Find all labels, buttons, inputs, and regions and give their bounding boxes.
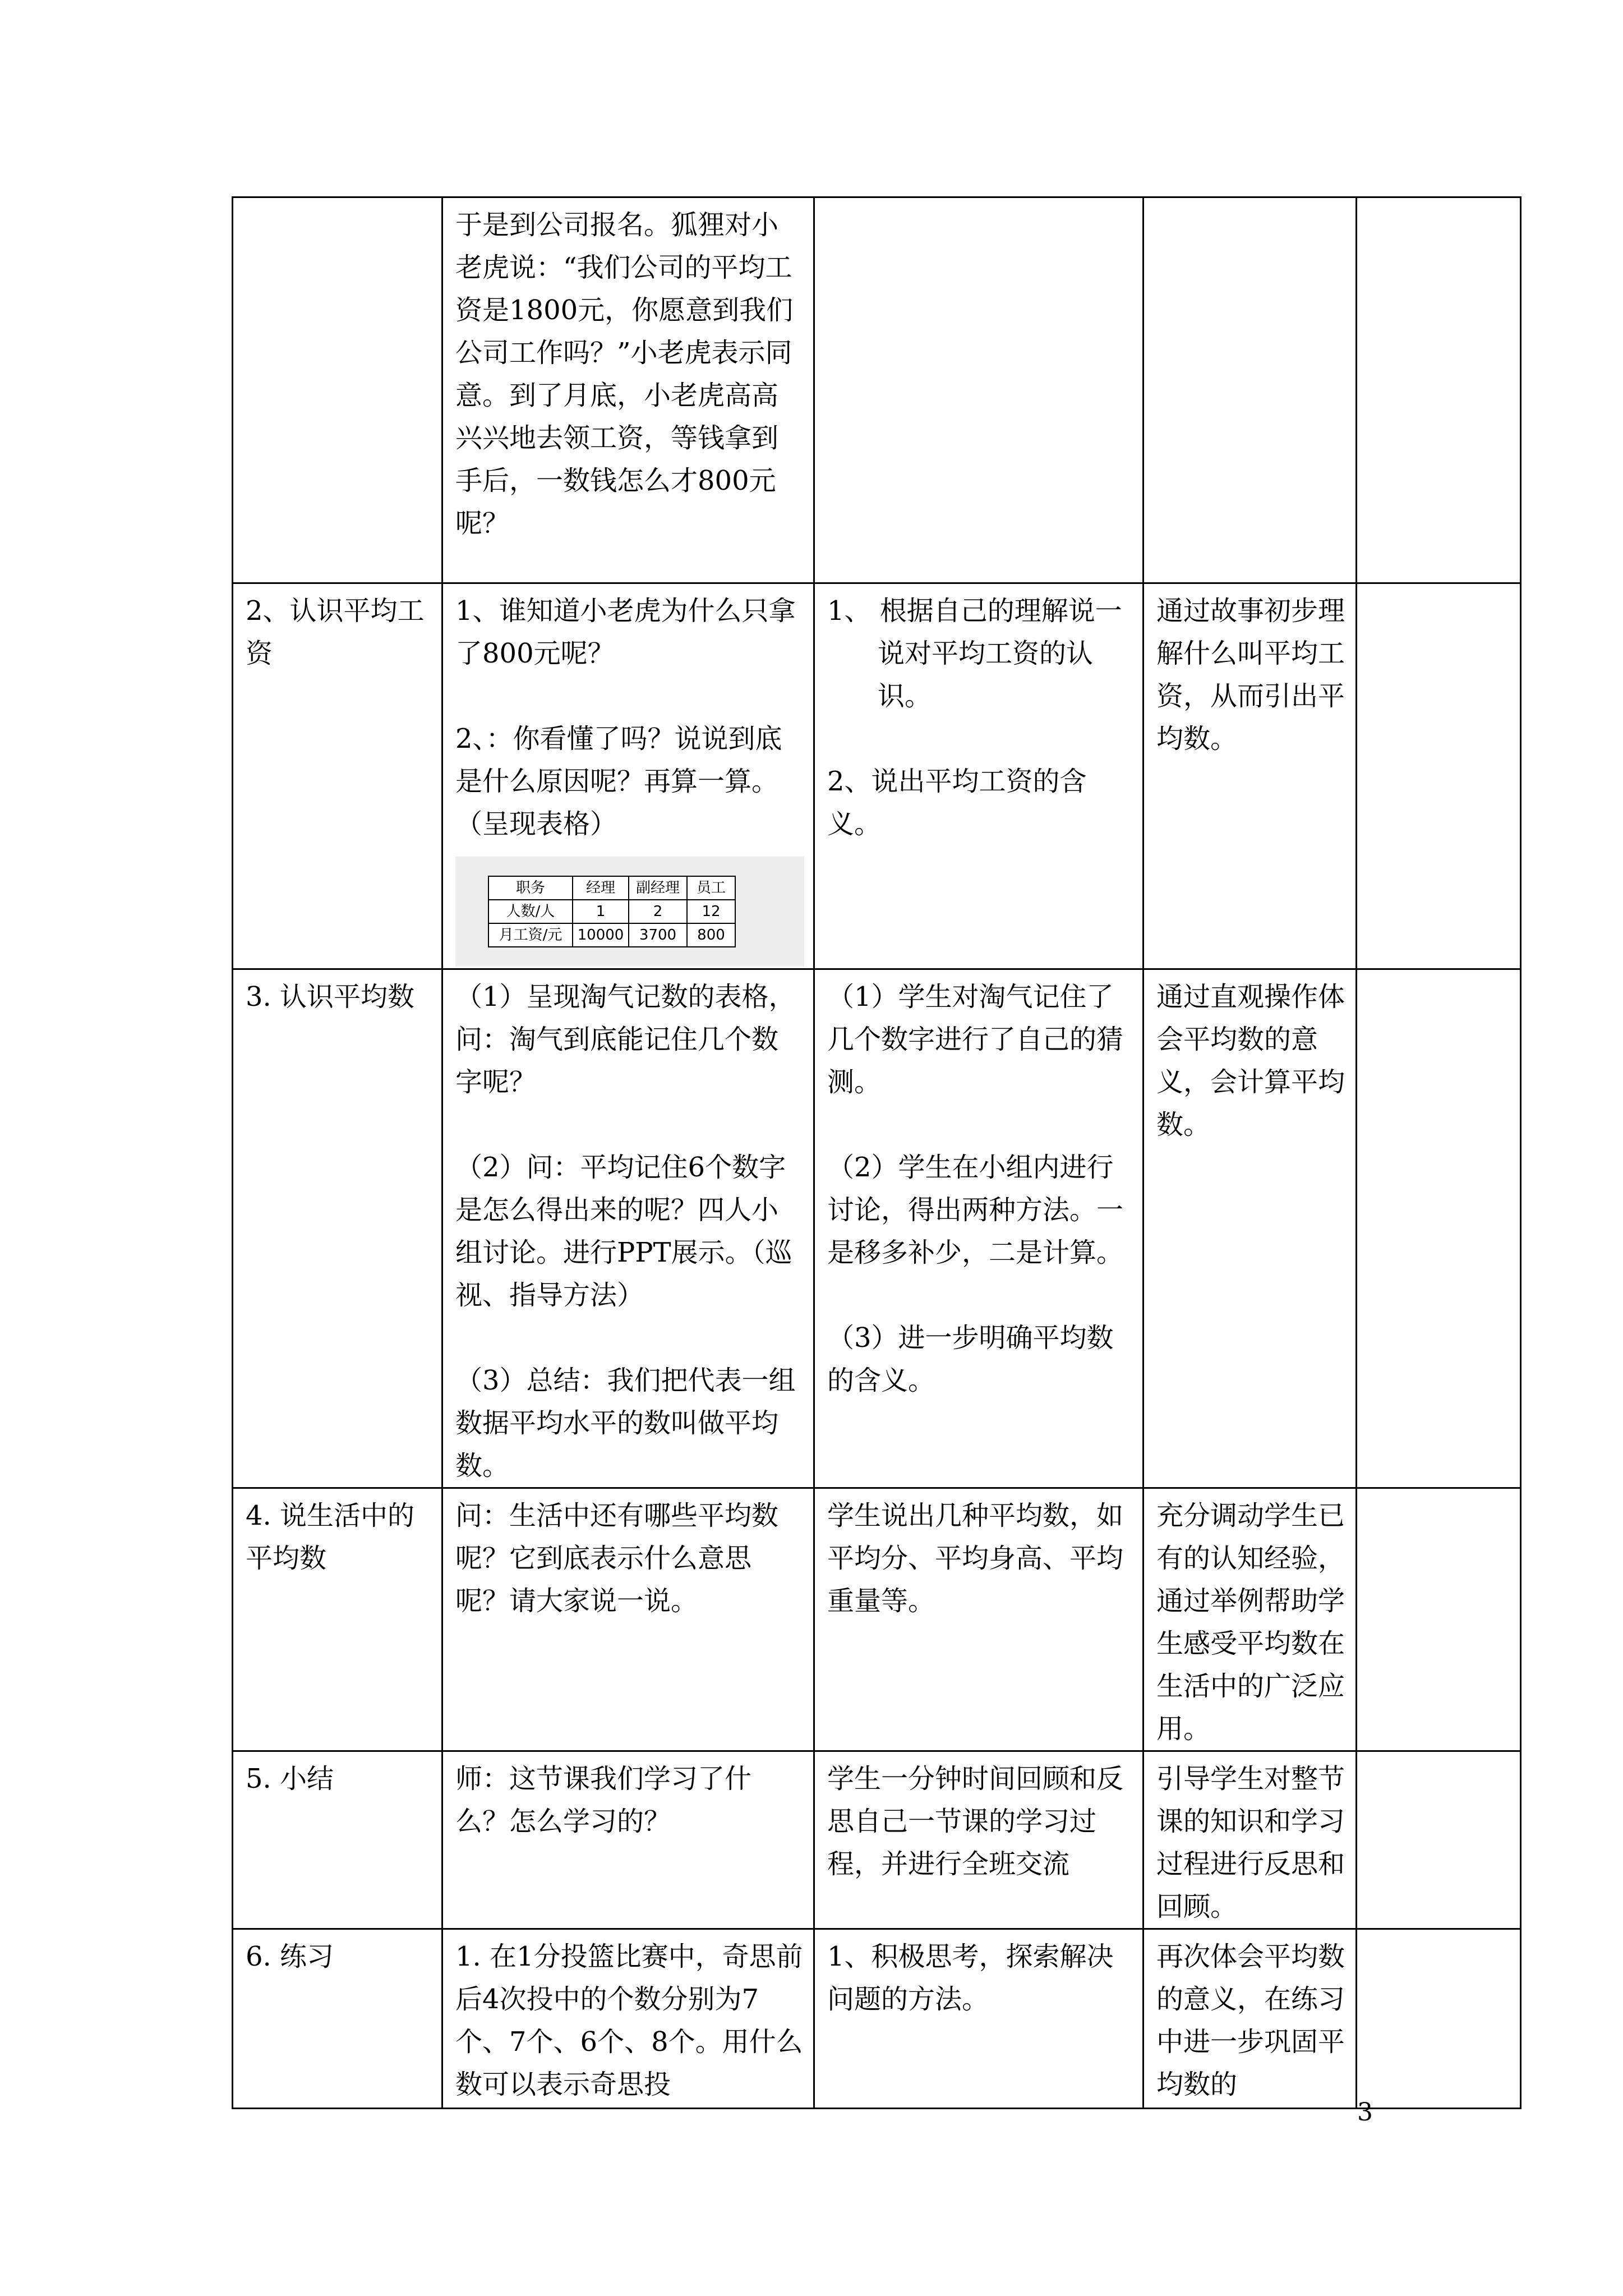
- teacher-activity-cell: [442, 1929, 814, 2109]
- salary-table-image: [455, 857, 804, 967]
- salary-cell: 人数/人: [488, 900, 573, 923]
- student-activity-cell: [814, 969, 1144, 1488]
- salary-table-header-row: [488, 876, 735, 900]
- design-intent-cell: [1144, 197, 1357, 583]
- teacher-activity-cell: [442, 583, 814, 969]
- student-activity-cell: [814, 197, 1144, 583]
- salary-table-row: [488, 900, 735, 923]
- student-paragraph: 1、 根据自己的理解说一说对平均工资的认识。: [827, 595, 1122, 712]
- stage-cell: 5. 小结: [233, 1751, 442, 1929]
- student-activity-cell: [814, 1488, 1144, 1751]
- notes-cell: [1357, 1488, 1521, 1751]
- lesson-plan-table: [232, 196, 1521, 2109]
- student-paragraph: （2）学生在小组内进行讨论，得出两种方法。一是移多补少，二是计算。: [827, 1152, 1124, 1268]
- salary-header-cell: 副经理: [629, 876, 687, 900]
- table-row: [233, 969, 1521, 1488]
- notes-cell: [1357, 1929, 1521, 2109]
- table-row: [233, 1929, 1521, 2109]
- teacher-paragraph: （3）总结：我们把代表一组数据平均水平的数叫做平均数。: [455, 1365, 796, 1481]
- teacher-activity-cell: [442, 197, 814, 583]
- salary-cell: 月工资/元: [488, 923, 573, 947]
- design-intent-cell: 引导学生对整节课的知识和学习过程进行反思和回顾。: [1144, 1751, 1357, 1929]
- teacher-activity-cell: [442, 1488, 814, 1751]
- teacher-activity-cell: [442, 1751, 814, 1929]
- salary-header-cell: 职务: [488, 876, 573, 900]
- stage-cell: 6. 练习: [233, 1929, 442, 2109]
- table-row: [233, 197, 1521, 583]
- student-activity-cell: [814, 1751, 1144, 1929]
- teacher-paragraph: 于是到公司报名。狐狸对小老虎说：“我们公司的平均工资是1800元，你愿意到我们公司工作吗？”小老虎表示同意。到了月底，小老虎高高兴兴地去领工资，等钱拿到手后，一数钱怎么才800元呢？: [455, 209, 794, 539]
- teacher-paragraph: 1. 在1分投篮比赛中，奇思前后4次投中的个数分别为7个、7个、6个、8个。用什么数可以表示奇思投: [455, 1941, 803, 2100]
- salary-cell: 3700: [629, 923, 687, 947]
- salary-header-cell: 经理: [573, 876, 629, 900]
- salary-cell: 1: [573, 900, 629, 923]
- table-row: [233, 1488, 1521, 1751]
- salary-cell: 800: [687, 923, 735, 947]
- design-intent-cell: 再次体会平均数的意义，在练习中进一步巩固平均数的: [1144, 1929, 1357, 2109]
- teacher-paragraph: 2、：你看懂了吗？说说到底是什么原因呢？再算一算。（呈现表格）: [455, 723, 782, 840]
- notes-cell: [1357, 969, 1521, 1488]
- student-paragraph: 2、说出平均工资的含义。: [827, 766, 1087, 840]
- teacher-paragraph: 师：这节课我们学习了什么？怎么学习的？: [455, 1763, 752, 1837]
- notes-cell: [1357, 197, 1521, 583]
- teacher-paragraph: （2）问：平均记住6个数字是怎么得出来的呢？四人小组讨论。进行PPT展示。（巡视、指导方法）: [455, 1152, 792, 1311]
- design-intent-cell: 通过故事初步理解什么叫平均工资，从而引出平均数。: [1144, 583, 1357, 969]
- stage-cell: 4. 说生活中的平均数: [233, 1488, 442, 1751]
- student-activity-cell: [814, 1929, 1144, 2109]
- table-row: [233, 583, 1521, 969]
- salary-cell: 12: [687, 900, 735, 923]
- teacher-paragraph: （1）呈现淘气记数的表格，问：淘气到底能记住几个数字呢？: [455, 981, 796, 1098]
- page-number: 3: [1357, 2098, 1373, 2127]
- stage-cell: 3. 认识平均数: [233, 969, 442, 1488]
- student-paragraph: （1）学生对淘气记住了几个数字进行了自己的猜测。: [827, 981, 1124, 1098]
- student-paragraph: （3）进一步明确平均数的含义。: [827, 1322, 1114, 1396]
- salary-table-row: [488, 923, 735, 947]
- stage-cell: 2、认识平均工资: [233, 583, 442, 969]
- salary-table: [488, 876, 736, 947]
- student-paragraph: 学生一分钟时间回顾和反思自己一节课的学习过程，并进行全班交流: [827, 1763, 1124, 1880]
- notes-cell: [1357, 1751, 1521, 1929]
- design-intent-cell: 充分调动学生已有的认知经验，通过举例帮助学生感受平均数在生活中的广泛应用。: [1144, 1488, 1357, 1751]
- salary-cell: 10000: [573, 923, 629, 947]
- notes-cell: [1357, 583, 1521, 969]
- teacher-activity-cell: [442, 969, 814, 1488]
- student-activity-cell: [814, 583, 1144, 969]
- student-paragraph: 1、积极思考，探索解决问题的方法。: [827, 1941, 1114, 2015]
- teacher-paragraph: 问：生活中还有哪些平均数呢？它到底表示什么意思呢？请大家说一说。: [455, 1500, 779, 1617]
- stage-cell: [233, 197, 442, 583]
- student-paragraph: 学生说出几种平均数，如平均分、平均身高、平均重量等。: [827, 1500, 1124, 1617]
- teacher-paragraph: 1、谁知道小老虎为什么只拿了800元呢？: [455, 595, 796, 669]
- salary-header-cell: 员工: [687, 876, 735, 900]
- salary-cell: 2: [629, 900, 687, 923]
- table-row: [233, 1751, 1521, 1929]
- design-intent-cell: 通过直观操作体会平均数的意义，会计算平均数。: [1144, 969, 1357, 1488]
